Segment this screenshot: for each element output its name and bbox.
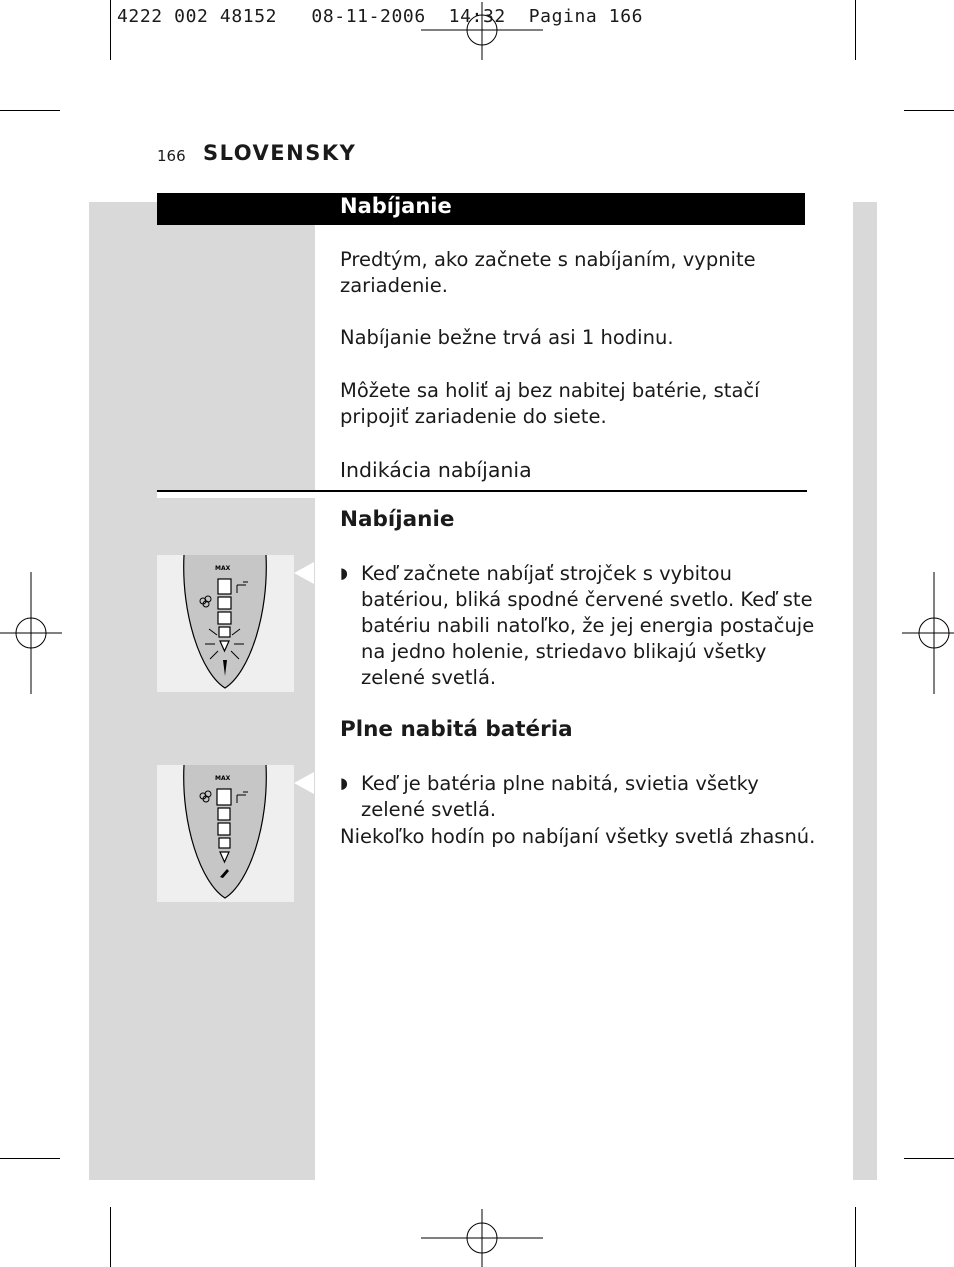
bullet-marker: ◗	[340, 564, 348, 582]
full-battery-bullet-text	[361, 771, 759, 823]
crop-mark	[855, 1207, 856, 1267]
charging-heading: Nabíjanie	[340, 507, 455, 532]
pointer-triangle	[294, 562, 314, 584]
page-number: 166	[157, 147, 186, 165]
pointer-triangle	[294, 772, 314, 794]
rule-gap	[157, 492, 315, 498]
text-line: Môžete sa holiť aj bez nabitej batérie, stačí	[340, 379, 760, 402]
text-line: zariadenie.	[340, 274, 448, 297]
subheading-indication: Indikácia nabíjania	[340, 458, 532, 482]
registration-mark-bottom	[421, 1209, 543, 1267]
crop-mark	[0, 1158, 60, 1159]
registration-mark-left	[0, 572, 62, 694]
section-title-bar	[157, 193, 805, 225]
text-line: Keď začnete nabíjať strojček s vybitou	[361, 562, 732, 585]
full-battery-note: Niekoľko hodín po nabíjaní všetky svetlá zhasnú.	[340, 825, 816, 848]
text-line: pripojiť zariadenie do siete.	[340, 405, 607, 428]
crop-mark	[904, 1158, 954, 1159]
text-line: batériou, bliká spodné červené svetlo. Keď ste	[361, 588, 813, 611]
bullet-marker: ◗	[340, 774, 348, 792]
text-line: batériu nabili natoľko, že jej energia postačuje	[361, 614, 815, 637]
charging-bullet-text	[361, 561, 814, 691]
crop-mark	[855, 0, 856, 60]
figure-full-battery	[157, 765, 294, 902]
section-title: Nabíjanie	[340, 194, 452, 218]
max-label: MAX	[215, 565, 231, 572]
intro-paragraph-3	[340, 378, 760, 430]
full-battery-heading: Plne nabitá batéria	[340, 717, 573, 742]
text-line: zelené svetlá.	[361, 666, 497, 689]
figure-charging	[157, 555, 294, 692]
language-heading: SLOVENSKY	[203, 141, 357, 165]
intro-paragraph-2: Nabíjanie bežne trvá asi 1 hodinu.	[340, 326, 674, 349]
crop-mark	[110, 1207, 111, 1267]
crop-mark	[110, 0, 111, 60]
crop-mark	[904, 110, 954, 111]
right-margin-panel	[853, 202, 877, 1180]
registration-mark-right	[902, 572, 954, 694]
text-line: Keď je batéria plne nabitá, svietia všetky	[361, 772, 759, 795]
text-line: Predtým, ako začnete s nabíjaním, vypnite	[340, 248, 756, 271]
text-line: na jedno holenie, striedavo blikajú všetky	[361, 640, 767, 663]
text-line: zelené svetlá.	[361, 798, 497, 821]
shaver-charging-illustration	[157, 555, 294, 692]
shaver-full-illustration	[157, 765, 294, 902]
print-stamp: 4222 002 48152 08-11-2006 14:32 Pagina 166	[117, 6, 644, 27]
max-label: MAX	[215, 775, 231, 782]
crop-mark	[0, 110, 60, 111]
intro-paragraph-1	[340, 247, 756, 299]
